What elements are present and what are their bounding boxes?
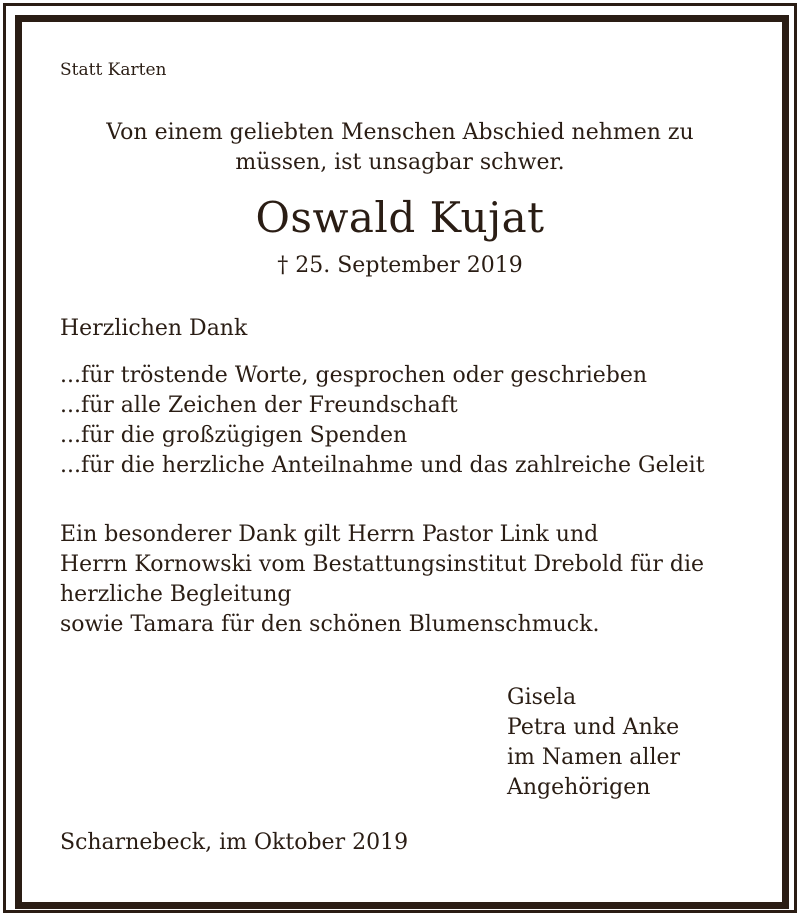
signature <box>507 683 680 803</box>
signature-line: Petra und Anke <box>507 715 680 740</box>
special-thanks-line: sowie Tamara für den schönen Blumenschmuck. <box>60 612 600 637</box>
thanks-item: ...für alle Zeichen der Freundschaft <box>60 393 458 418</box>
signature-line: im Namen aller <box>507 745 681 770</box>
thanks-heading: Herzlichen Dank <box>60 316 248 341</box>
intro-line-1: Von einem geliebten Menschen Abschied nehmen zu <box>106 120 694 145</box>
statt-karten-label: Statt Karten <box>60 60 167 80</box>
thanks-item: ...für die großzügigen Spenden <box>60 423 408 448</box>
intro-line-2: müssen, ist unsagbar schwer. <box>235 150 565 175</box>
place-date: Scharnebeck, im Oktober 2019 <box>60 830 409 855</box>
thanks-item: ...für tröstende Worte, gesprochen oder geschrieben <box>60 363 648 388</box>
special-thanks-line: Herrn Kornowski vom Bestattungsinstitut Drebold für die <box>60 552 705 577</box>
death-date: † 25. September 2019 <box>277 253 523 278</box>
special-thanks <box>60 520 704 640</box>
thanks-list <box>60 361 705 481</box>
special-thanks-line: Ein besonderer Dank gilt Herrn Pastor Link und <box>60 522 599 547</box>
special-thanks-line: herzliche Begleitung <box>60 582 292 607</box>
signature-line: Gisela <box>507 685 577 710</box>
deceased-name: Oswald Kujat <box>255 193 545 242</box>
signature-line: Angehörigen <box>507 775 651 800</box>
thanks-item: ...für die herzliche Anteilnahme und das zahlreiche Geleit <box>60 453 705 478</box>
